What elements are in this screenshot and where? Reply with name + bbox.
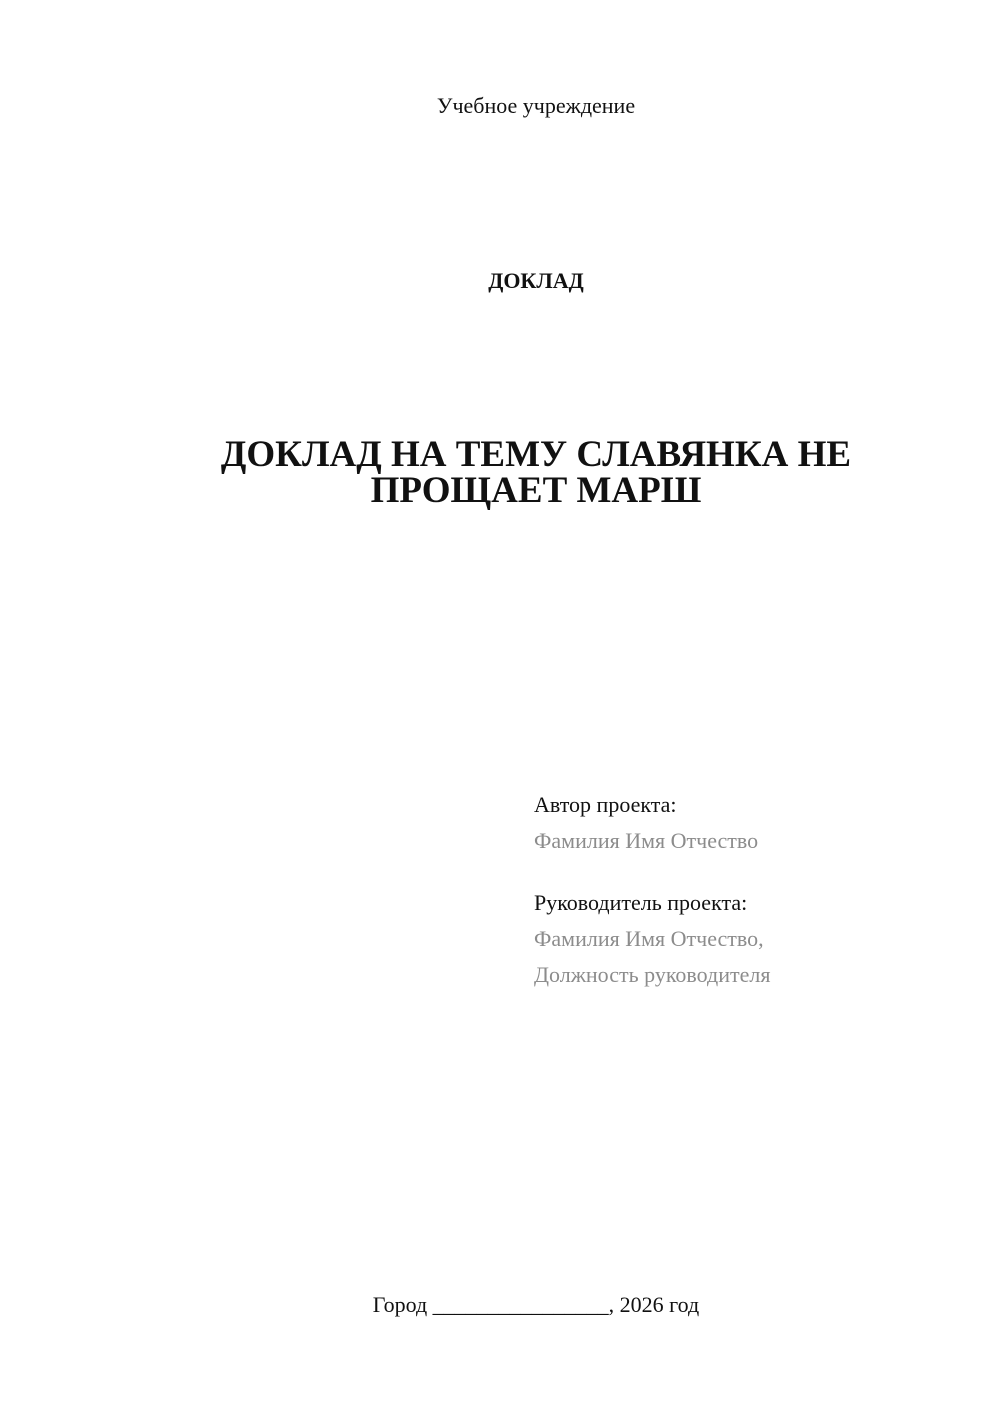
supervisor-name: Фамилия Имя Отчество, bbox=[534, 926, 764, 951]
author-name: Фамилия Имя Отчество bbox=[534, 828, 759, 853]
spacer bbox=[534, 859, 974, 885]
credits-block bbox=[534, 787, 974, 993]
document-type: ДОКЛАД bbox=[488, 268, 584, 293]
supervisor-label: Руководитель проекта: bbox=[534, 890, 748, 915]
supervisor-position: Должность руководителя bbox=[534, 962, 771, 987]
city-year-line: Город ________________, 2026 год bbox=[372, 1292, 700, 1317]
institution-name: Учебное учреждение bbox=[436, 93, 636, 118]
document-title: ДОКЛАД НА ТЕМУ СЛАВЯНКА НЕ ПРОЩАЕТ МАРШ bbox=[220, 434, 852, 511]
author-label: Автор проекта: bbox=[534, 792, 677, 817]
